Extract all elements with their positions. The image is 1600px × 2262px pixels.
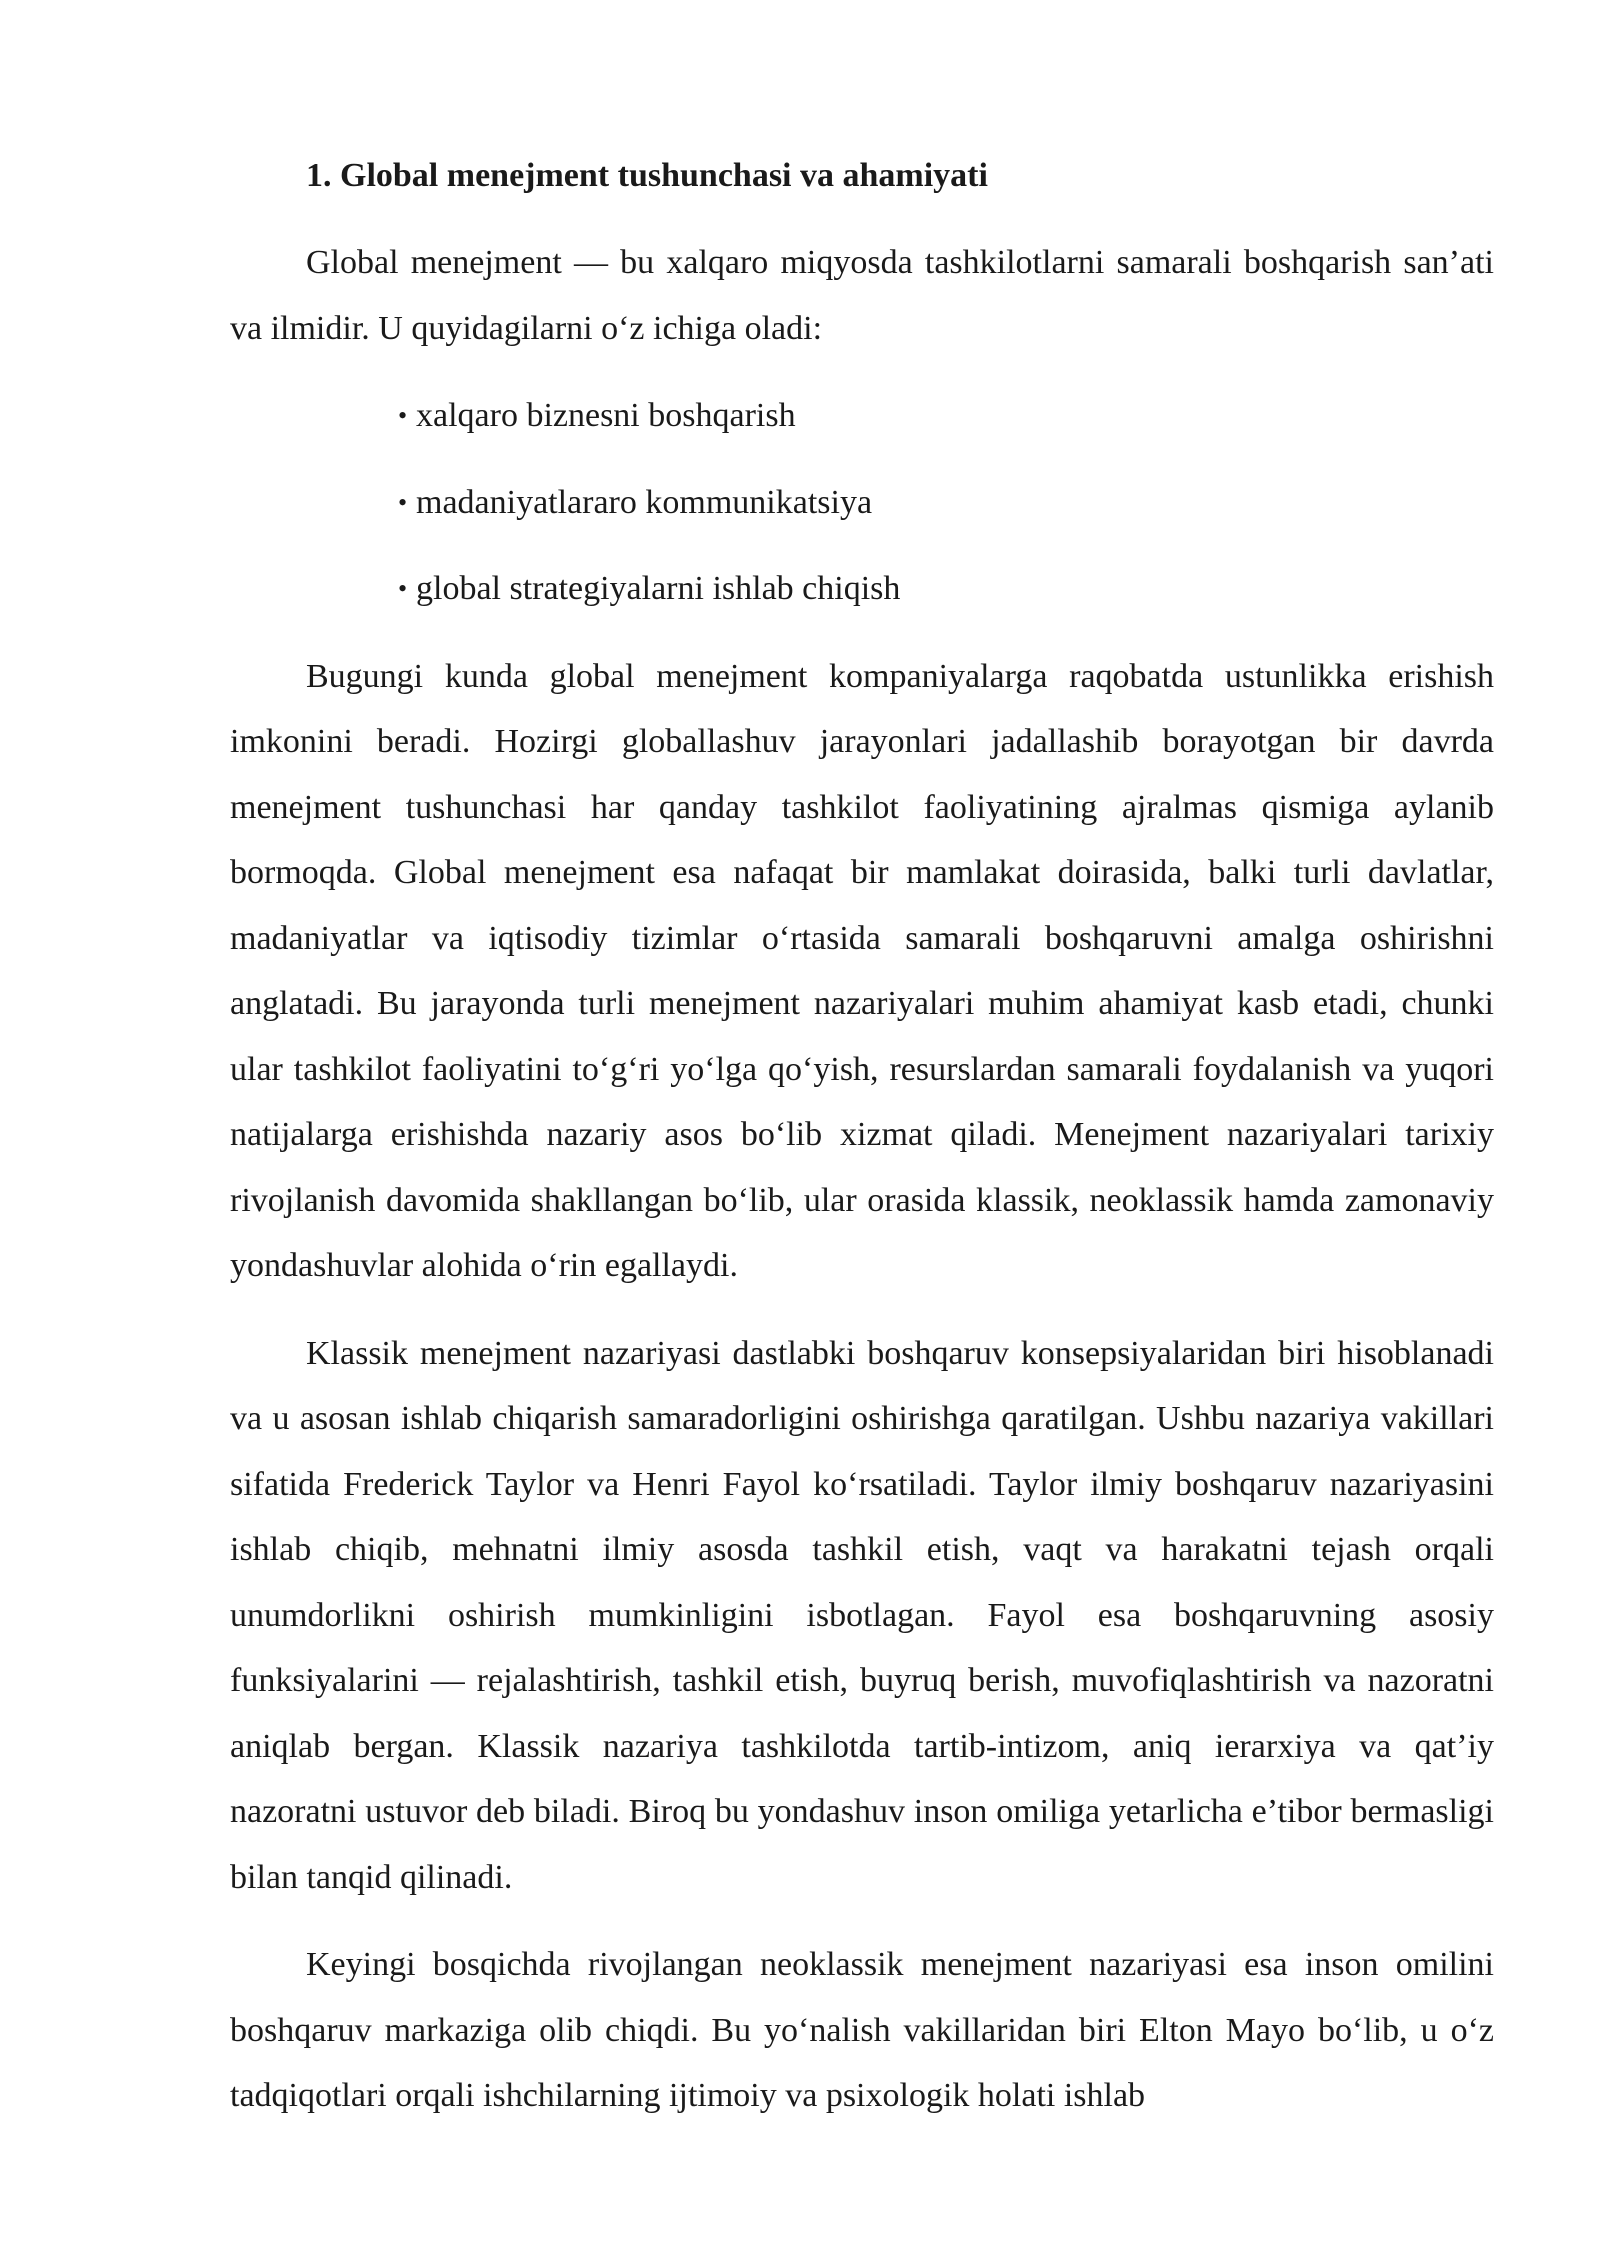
body-paragraph-2: Klassik menejment nazariyasi dastlabki boshqaruv konsepsiyalaridan biri hisoblanadi va u asosan ishlab chiqarish samaradorligini oshirishga qaratilgan. Ushbu nazariya vakillari sifatida Frederick Taylor va Henri Fayol ko‘rsatiladi. Taylor ilmiy boshqaruv nazariyasini ishlab chiqib, mehnatni ilmiy asosda tashkil etish, vaqt va harakatni tejash orqali unumdorlikni oshirish mumkinligini isbotlagan. Fayol esa boshqaruvning asosiy funksiyalarini — rejalashtirish, tashkil etish, buyruq berish, muvofiqlashtirish va nazoratni aniqlab bergan. Klassik nazariya tashkilotda tartib-intizom, aniq ierarxiya va qat’iy nazoratni ustuvor deb biladi. Biroq bu yondashuv inson omiliga yetarlicha e’tibor bermasligi bilan tanqid qilinadi. (230, 1334, 1494, 1896)
body-paragraph-1: Bugungi kunda global menejment kompaniyalarga raqobatda ustunlikka erishish imkonini beradi. Hozirgi globallashuv jarayonlari jadallashib borayotgan bir davrda menejment tushunchasi har qanday tashkilot faoliyatining ajralmas qismiga aylanib bormoqda. Global menejment esa nafaqat bir mamlakat doirasida, balki turli davlatlar, madaniyatlar va iqtisodiy tizimlar o‘rtasida samarali boshqaruvni amalga oshirishni anglatadi. Bu jarayonda turli menejment nazariyalari muhim ahamiyat kasb etadi, chunki ular tashkilot faoliyatini to‘g‘ri yo‘lga qo‘yish, resurslardan samarali foydalanish va yuqori natijalarga erishishda nazariy asos bo‘lib xizmat qiladi. Menejment nazariyalari tarixiy rivojlanish davomida shakllangan bo‘lib, ular orasida klassik, neoklassik hamda zamonaviy yondashuvlar alohida o‘rin egallaydi. (230, 657, 1494, 1284)
bullet-icon: • (398, 487, 408, 517)
list-item-text: global strategiyalarni ishlab chiqish (416, 570, 901, 607)
list-item (398, 383, 1494, 449)
list-item-text: madaniyatlararo kommunikatsiya (416, 483, 873, 521)
intro-paragraph: Global menejment — bu xalqaro miqyosda tashkilotlarni samarali boshqarish san’ati va ilmidir. U quyidagilarni o‘z ichiga oladi: (230, 244, 1494, 347)
list-item-text: xalqaro biznesni boshqarish (416, 397, 796, 434)
bullet-list (230, 383, 1494, 622)
document-page (230, 150, 1494, 2151)
section-heading: 1. Global menejment tushunchasi va ahamiyati (306, 157, 988, 194)
bullet-icon: • (398, 401, 408, 430)
bullet-icon: • (398, 574, 408, 603)
list-item (398, 556, 1494, 622)
body-paragraph-3: Keyingi bosqichda rivojlangan neoklassik menejment nazariyasi esa inson omilini boshqaruv markaziga olib chiqdi. Bu yo‘nalish vakillaridan biri Elton Mayo bo‘lib, u o‘z tadqiqotlari orqali ishchilarning ijtimoiy va psixologik holati ishlab (230, 1946, 1494, 2114)
list-item (398, 470, 1494, 536)
